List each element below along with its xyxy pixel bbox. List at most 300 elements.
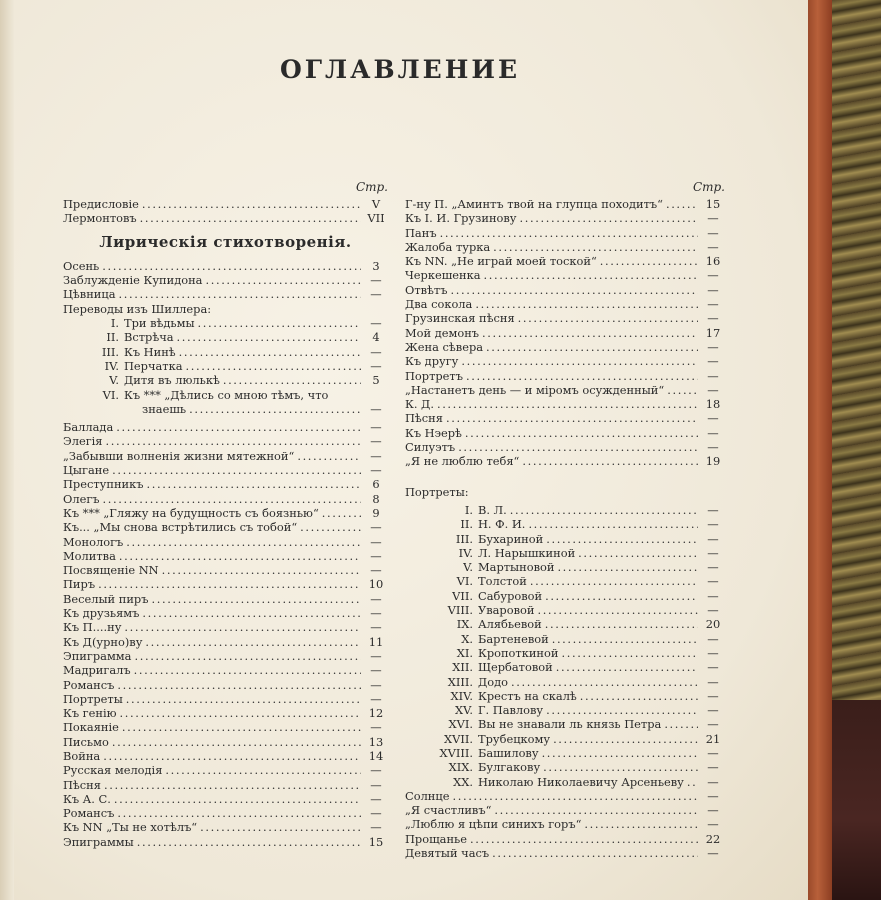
toc-subentry[interactable] xyxy=(63,330,388,344)
leader-dots xyxy=(458,440,698,454)
entry-number: II. xyxy=(460,517,473,532)
toc-subentry-line1[interactable] xyxy=(63,388,388,402)
leader-dots xyxy=(543,760,698,774)
leader-dots xyxy=(510,503,698,517)
leader-dots xyxy=(137,835,361,849)
leader-dots xyxy=(552,632,698,646)
leader-dots xyxy=(134,663,361,677)
toc-subentry[interactable] xyxy=(405,775,725,789)
entry-title: В. Л. xyxy=(478,502,507,517)
entry-title: Встрѣча xyxy=(124,330,174,345)
entry-title: Къ Нэерѣ xyxy=(405,425,462,440)
toc-entry[interactable] xyxy=(405,803,725,817)
toc-entry[interactable] xyxy=(405,340,725,354)
leader-dots xyxy=(165,763,361,777)
entry-page: — xyxy=(707,674,719,689)
entry-number: VIII. xyxy=(447,603,473,618)
toc-subentry[interactable] xyxy=(405,632,725,646)
entry-title: Къ генію xyxy=(63,706,117,721)
entry-page: 15 xyxy=(368,834,384,849)
entry-title: Жена сѣвера xyxy=(405,339,484,354)
entry-number: VI. xyxy=(456,574,473,589)
toc-entry[interactable] xyxy=(405,197,725,211)
page-column-label: Стр. xyxy=(355,180,388,194)
entry-title: Н. Ф. И. xyxy=(478,517,526,532)
entry-number: XVII. xyxy=(444,731,473,746)
leader-dots xyxy=(522,454,698,468)
leader-dots xyxy=(112,463,361,477)
leader-dots xyxy=(518,311,698,325)
toc-entry[interactable] xyxy=(405,426,725,440)
leader-dots xyxy=(179,345,361,359)
entry-page: 22 xyxy=(705,831,721,846)
toc-entry[interactable] xyxy=(63,778,388,792)
entry-page: — xyxy=(707,645,719,660)
toc-entry[interactable] xyxy=(63,273,388,287)
entry-page: — xyxy=(370,806,382,821)
toc-entry[interactable] xyxy=(405,817,725,831)
leader-dots xyxy=(482,326,698,340)
leader-dots xyxy=(142,197,361,211)
entry-page: — xyxy=(707,703,719,718)
entry-page: — xyxy=(370,520,382,535)
toc-entry[interactable] xyxy=(405,240,725,254)
leader-dots xyxy=(545,589,698,603)
toc-entry[interactable] xyxy=(405,440,725,454)
toc-entry[interactable] xyxy=(63,649,388,663)
toc-subentry[interactable] xyxy=(405,660,725,674)
entry-title: Силуэтъ xyxy=(405,440,456,455)
entry-title: Лермонтовъ xyxy=(63,211,137,226)
toc-entry[interactable] xyxy=(405,411,725,425)
entry-title: Щербатовой xyxy=(478,660,553,675)
toc-entry[interactable] xyxy=(63,592,388,606)
entry-title: Посвященіе NN xyxy=(63,563,159,578)
entry-title: Солнце xyxy=(405,788,450,803)
toc-entry[interactable] xyxy=(405,211,725,225)
entry-page: — xyxy=(370,548,382,563)
entry-title: Эпиграммы xyxy=(63,834,134,849)
entry-page: V xyxy=(371,197,381,211)
toc-entry[interactable] xyxy=(63,806,388,820)
leader-dots xyxy=(494,803,698,817)
toc-entry[interactable] xyxy=(405,226,725,240)
leader-dots xyxy=(300,520,361,534)
toc-subentry[interactable] xyxy=(405,517,725,531)
entry-title: Портретъ xyxy=(405,368,463,383)
entry-page: — xyxy=(370,820,382,835)
toc-entry[interactable] xyxy=(63,549,388,563)
entry-page: — xyxy=(707,282,719,297)
entry-page: 6 xyxy=(372,477,380,492)
toc-entry[interactable] xyxy=(63,820,388,834)
leader-dots xyxy=(98,577,361,591)
lyric-list-c xyxy=(405,197,725,469)
leader-dots xyxy=(103,749,361,763)
toc-subentry[interactable] xyxy=(405,603,725,617)
entry-title: Къ... „Мы снова встрѣтились съ тобой“ xyxy=(63,520,298,535)
leader-dots xyxy=(667,383,698,397)
leader-dots xyxy=(116,420,361,434)
entry-page: — xyxy=(370,777,382,792)
leader-dots xyxy=(322,506,361,520)
toc-entry[interactable] xyxy=(63,635,388,649)
entry-title: Пиръ xyxy=(63,577,96,592)
toc-entry[interactable] xyxy=(63,463,388,477)
entry-title: Къ друзьямъ xyxy=(63,606,140,621)
entry-number: XX. xyxy=(453,774,473,789)
entry-title: Монологъ xyxy=(63,534,124,549)
toc-entry[interactable] xyxy=(405,354,725,368)
leader-dots xyxy=(664,717,698,731)
entry-number: IV. xyxy=(458,545,473,560)
entry-page: — xyxy=(707,339,719,354)
toc-entry[interactable] xyxy=(405,268,725,282)
entry-title: Предисловіе xyxy=(63,197,139,211)
toc-subentry[interactable] xyxy=(405,717,725,731)
entry-number: IV. xyxy=(104,358,119,373)
entry-title: Баллада xyxy=(63,420,114,435)
leader-dots xyxy=(440,226,698,240)
toc-entry[interactable] xyxy=(63,577,388,591)
leader-dots xyxy=(584,817,698,831)
entry-page: 3 xyxy=(372,258,380,273)
toc-entry[interactable] xyxy=(63,720,388,734)
book-spine xyxy=(808,0,832,900)
toc-subentry[interactable] xyxy=(405,760,725,774)
entry-number: V. xyxy=(109,373,119,388)
entry-title: Мартыновой xyxy=(478,560,555,575)
toc-entry[interactable] xyxy=(63,492,388,506)
toc-entry[interactable] xyxy=(405,454,725,468)
toc-subentry[interactable] xyxy=(405,646,725,660)
toc-entry[interactable] xyxy=(63,477,388,491)
toc-entry[interactable] xyxy=(405,283,725,297)
entry-page: — xyxy=(370,448,382,463)
section-title: Лирическія стихотворенія. xyxy=(99,232,352,251)
toc-entry[interactable] xyxy=(63,678,388,692)
leader-dots xyxy=(556,660,698,674)
leader-dots xyxy=(452,789,698,803)
entry-title: Романсъ xyxy=(63,806,115,821)
toc-subentry[interactable] xyxy=(405,617,725,631)
entry-title: Девятый часъ xyxy=(405,846,490,861)
schiller-label: Переводы изъ Шиллера: xyxy=(63,301,212,316)
entry-page: — xyxy=(707,411,719,426)
entry-title: „Настанетъ день — и міромъ осужденный“ xyxy=(405,382,665,397)
leader-dots xyxy=(126,692,361,706)
entry-title: Башилову xyxy=(478,745,539,760)
page-title: ОГЛАВЛЕНИЕ xyxy=(279,55,521,84)
leader-dots xyxy=(450,283,698,297)
entry-title: Портреты xyxy=(63,691,123,706)
entry-title: Эпиграмма xyxy=(63,648,132,663)
toc-entry[interactable] xyxy=(405,383,725,397)
entry-page: 19 xyxy=(705,454,721,469)
toc-entry[interactable] xyxy=(63,792,388,806)
entry-title: Крестъ на скалѣ xyxy=(478,688,577,703)
toc-entry[interactable] xyxy=(63,620,388,634)
leader-dots xyxy=(189,402,361,416)
entry-page: 18 xyxy=(705,397,721,412)
toc-right-column xyxy=(405,180,725,860)
entry-title: Къ П....ну xyxy=(63,620,122,635)
leader-dots xyxy=(537,603,698,617)
leader-dots xyxy=(119,549,361,563)
entry-title: Къ I. И. Грузинову xyxy=(405,211,517,226)
leader-dots xyxy=(530,574,698,588)
entry-page: — xyxy=(707,817,719,832)
portraits-list xyxy=(405,503,725,789)
toc-subentry[interactable] xyxy=(63,373,388,387)
toc-subentry[interactable] xyxy=(405,589,725,603)
entry-page: — xyxy=(707,225,719,240)
toc-subentry[interactable] xyxy=(63,359,388,373)
entry-page: — xyxy=(707,211,719,226)
entry-title: Мой демонъ xyxy=(405,325,480,340)
toc-subentry[interactable] xyxy=(63,316,388,330)
entry-title: „Я счастливъ“ xyxy=(405,803,492,818)
leader-dots xyxy=(446,411,698,425)
toc-subentry[interactable] xyxy=(405,675,725,689)
toc-entry[interactable] xyxy=(63,434,388,448)
toc-subentry[interactable] xyxy=(405,746,725,760)
toc-subentry[interactable] xyxy=(405,560,725,574)
entry-number: II. xyxy=(106,330,119,345)
leader-dots xyxy=(198,316,361,330)
entry-number: VI. xyxy=(102,387,119,402)
toc-subentry[interactable] xyxy=(405,532,725,546)
entry-page: — xyxy=(370,591,382,606)
entry-page: — xyxy=(707,531,719,546)
entry-page: 16 xyxy=(705,254,721,269)
entry-title: Цѣвница xyxy=(63,287,116,302)
leader-dots xyxy=(461,354,698,368)
leader-dots xyxy=(465,426,698,440)
entry-number: IX. xyxy=(456,617,473,632)
entry-title: Молитва xyxy=(63,548,116,563)
leader-dots xyxy=(492,846,698,860)
toc-entry[interactable] xyxy=(63,606,388,620)
leader-dots xyxy=(205,273,361,287)
entry-page: — xyxy=(707,239,719,254)
leader-dots xyxy=(520,211,698,225)
toc-entry[interactable] xyxy=(63,535,388,549)
toc-entry[interactable] xyxy=(63,706,388,720)
toc-subentry-line2[interactable] xyxy=(63,402,388,416)
toc-subentry[interactable] xyxy=(63,345,388,359)
entry-title: Преступникъ xyxy=(63,477,144,492)
entry-title: Панъ xyxy=(405,225,437,240)
leader-dots xyxy=(557,560,698,574)
entry-number: XII. xyxy=(452,660,473,675)
toc-entry[interactable] xyxy=(63,520,388,534)
entry-title: Г. Павлову xyxy=(478,703,544,718)
toc-entry[interactable] xyxy=(405,789,725,803)
leader-dots xyxy=(120,706,361,720)
toc-entry[interactable] xyxy=(405,297,725,311)
toc-entry[interactable] xyxy=(405,832,725,846)
entry-page: — xyxy=(707,788,719,803)
toc-entry[interactable] xyxy=(63,197,388,211)
front-matter-list xyxy=(63,197,388,226)
leader-dots xyxy=(486,340,698,354)
toc-subentry[interactable] xyxy=(405,574,725,588)
entry-page: — xyxy=(370,358,382,373)
toc-entry[interactable] xyxy=(63,835,388,849)
leader-dots xyxy=(666,197,698,211)
entry-number: I. xyxy=(464,502,473,517)
leader-dots xyxy=(200,820,361,834)
leader-dots xyxy=(104,778,361,792)
entry-page: — xyxy=(370,401,382,416)
entry-title: Осень xyxy=(63,258,100,273)
toc-entry[interactable] xyxy=(405,369,725,383)
entry-page: — xyxy=(707,660,719,675)
entry-page: — xyxy=(707,760,719,775)
toc-entry[interactable] xyxy=(63,506,388,520)
portraits-label: Портреты: xyxy=(405,484,469,499)
toc-subentry[interactable] xyxy=(405,689,725,703)
leader-dots xyxy=(147,477,362,491)
leader-dots xyxy=(545,617,698,631)
entry-number: XIX. xyxy=(448,760,473,775)
entry-page: — xyxy=(370,420,382,435)
entry-page: — xyxy=(707,603,719,618)
entry-page: — xyxy=(707,545,719,560)
entry-title: Грузинская пѣсня xyxy=(405,311,515,326)
entry-title: Отвѣтъ xyxy=(405,282,448,297)
entry-page: — xyxy=(370,791,382,806)
entry-page: 13 xyxy=(368,734,384,749)
entry-page: 21 xyxy=(705,731,721,746)
entry-title-continued: знаешь xyxy=(142,401,187,416)
entry-page: — xyxy=(370,463,382,478)
entry-title: Бартеневой xyxy=(478,631,549,646)
entry-page: — xyxy=(370,534,382,549)
entry-title: Жалоба турка xyxy=(405,239,491,254)
toc-left-column xyxy=(63,180,388,849)
toc-entry[interactable] xyxy=(63,692,388,706)
toc-entry[interactable] xyxy=(405,397,725,411)
toc-entry[interactable] xyxy=(63,763,388,777)
entry-number: III. xyxy=(101,344,119,359)
entry-title: Веселый пиръ xyxy=(63,591,149,606)
entry-title: Къ Д(урно)ву xyxy=(63,634,143,649)
leader-dots xyxy=(223,373,361,387)
toc-entry[interactable] xyxy=(63,563,388,577)
entry-page: — xyxy=(707,846,719,861)
leader-dots xyxy=(102,259,361,273)
entry-page: — xyxy=(370,677,382,692)
toc-entry[interactable] xyxy=(63,211,388,225)
entry-page: 5 xyxy=(372,373,380,388)
entry-title: Пѣсня xyxy=(63,777,101,792)
entry-page: — xyxy=(707,425,719,440)
leather-corner xyxy=(832,700,881,900)
entry-page: VII xyxy=(367,211,385,226)
page-gutter-shadow xyxy=(0,0,14,900)
toc-entry[interactable] xyxy=(63,449,388,463)
schiller-list xyxy=(63,316,388,416)
leader-dots xyxy=(140,211,361,225)
leader-dots xyxy=(542,746,698,760)
entry-title: Кропоткиной xyxy=(478,645,559,660)
toc-subentry[interactable] xyxy=(405,503,725,517)
entry-page: 15 xyxy=(705,197,721,211)
entry-number: XIV. xyxy=(450,688,473,703)
toc-entry[interactable] xyxy=(63,287,388,301)
entry-title: Дитя въ люлькѣ xyxy=(124,373,220,388)
toc-subentry[interactable] xyxy=(405,703,725,717)
entry-number: V. xyxy=(463,560,473,575)
toc-subentry[interactable] xyxy=(405,732,725,746)
entry-page: 14 xyxy=(368,748,384,763)
entry-title: Къ NN. „Не играй моей тоской“ xyxy=(405,254,597,269)
page-column-label: Стр. xyxy=(692,180,725,194)
entry-title: Сабуровой xyxy=(478,588,543,603)
leader-dots xyxy=(142,606,361,620)
toc-entry[interactable] xyxy=(63,663,388,677)
toc-entry[interactable] xyxy=(405,326,725,340)
toc-entry[interactable] xyxy=(63,259,388,273)
entry-title: Г-ну П. „Аминтъ твой на глупца походитъ“ xyxy=(405,197,663,211)
entry-title: Къ NN „Ты не хотѣлъ“ xyxy=(63,820,198,835)
leader-dots xyxy=(162,563,361,577)
entry-number: I. xyxy=(110,316,119,331)
entry-page: — xyxy=(707,382,719,397)
leader-dots xyxy=(437,397,698,411)
entry-title: Къ Нинѣ xyxy=(124,344,176,359)
entry-page: — xyxy=(707,268,719,283)
entry-title: Булгакову xyxy=(478,760,541,775)
entry-title: Перчатка xyxy=(124,358,183,373)
leader-dots xyxy=(106,434,362,448)
leader-dots xyxy=(124,620,361,634)
toc-entry[interactable] xyxy=(63,749,388,763)
entry-number: XVI. xyxy=(448,717,473,732)
entry-page: — xyxy=(707,502,719,517)
entry-page: 20 xyxy=(705,617,721,632)
leader-dots xyxy=(578,546,698,560)
entry-title: Додо xyxy=(478,674,508,689)
toc-entry[interactable] xyxy=(405,311,725,325)
entry-page: — xyxy=(370,316,382,331)
leader-dots xyxy=(119,287,361,301)
entry-page: — xyxy=(707,688,719,703)
toc-entry[interactable] xyxy=(63,420,388,434)
entry-page: 10 xyxy=(368,577,384,592)
entry-page: — xyxy=(707,803,719,818)
leader-dots xyxy=(553,732,698,746)
toc-subentry[interactable] xyxy=(405,546,725,560)
entry-title: Л. Нарышкиной xyxy=(478,545,576,560)
entry-title: Романсъ xyxy=(63,677,115,692)
entry-page: — xyxy=(370,287,382,302)
entry-page: — xyxy=(707,517,719,532)
entry-page: — xyxy=(370,691,382,706)
toc-entry[interactable] xyxy=(63,735,388,749)
entry-number: X. xyxy=(461,631,473,646)
leader-dots xyxy=(186,359,362,373)
lyric-list-d xyxy=(405,789,725,860)
entry-number: XI. xyxy=(456,645,473,660)
leader-dots xyxy=(134,649,361,663)
toc-entry[interactable] xyxy=(405,846,725,860)
entry-title: Вы не знавали ль князь Петра xyxy=(478,717,662,732)
toc-entry[interactable] xyxy=(405,254,725,268)
leader-dots xyxy=(511,675,698,689)
